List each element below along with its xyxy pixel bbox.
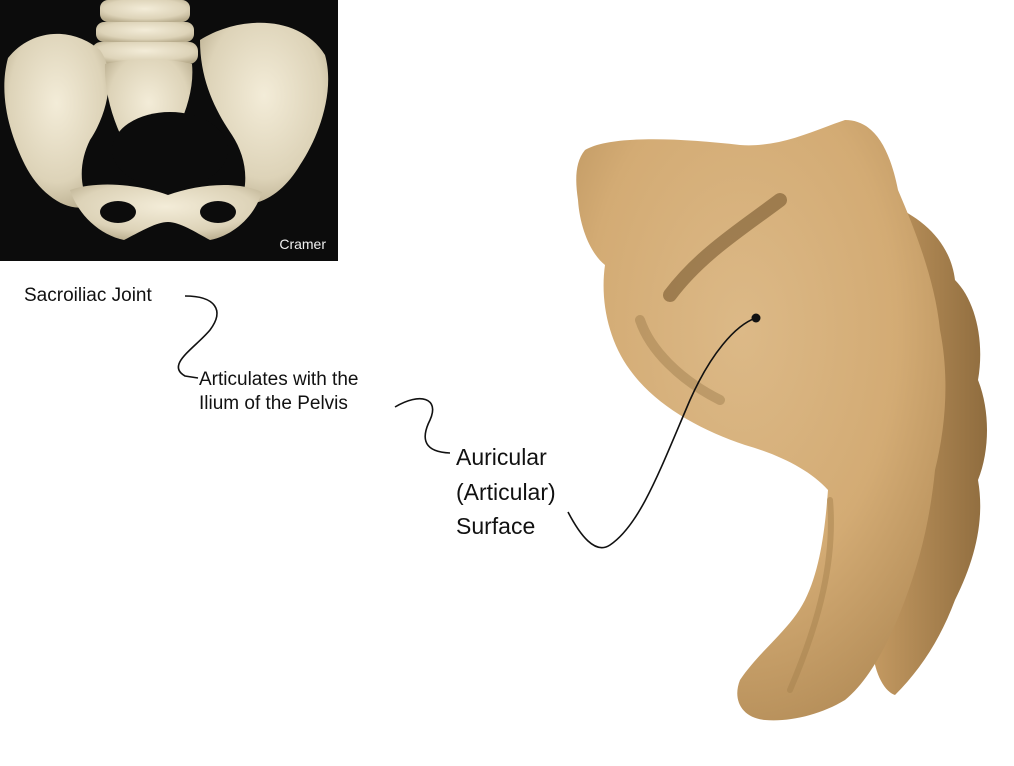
label-auricular-line3: Surface (456, 513, 536, 539)
label-auricular-line2: (Articular) (456, 478, 556, 505)
label-articulates-line2: Ilium of the Pelvis (199, 392, 348, 414)
label-articulates-ilium (199, 368, 358, 416)
auricular-surface-marker (752, 314, 761, 323)
leader-line-joint (178, 296, 217, 378)
label-articulates-line1: Articulates with the (199, 369, 359, 390)
label-auricular-surface (456, 440, 556, 544)
label-auricular-line1: Auricular (456, 444, 547, 470)
label-sacroiliac-joint (24, 284, 152, 308)
label-sacroiliac-joint-text: Sacroiliac Joint (24, 285, 152, 306)
leader-line-ilium (395, 399, 450, 453)
photo-credit: Cramer (279, 236, 326, 252)
